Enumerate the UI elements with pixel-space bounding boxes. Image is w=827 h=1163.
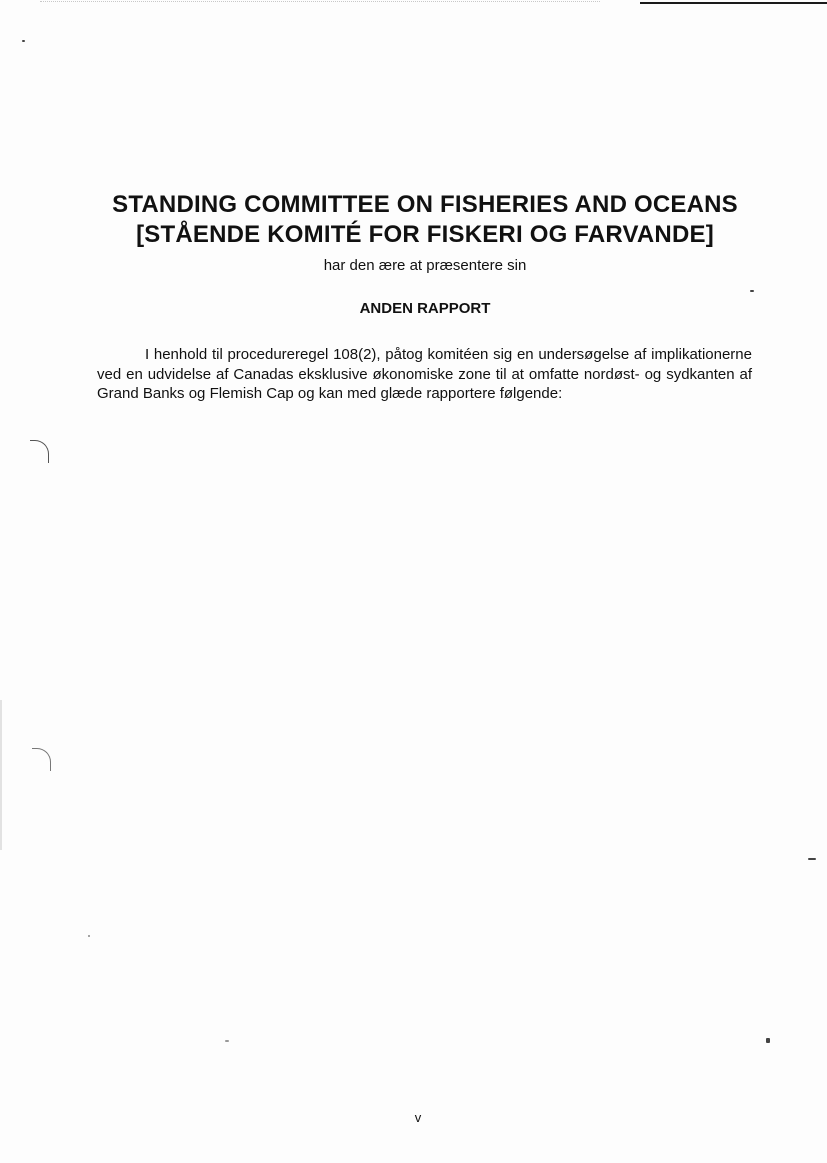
scan-speck: [750, 290, 754, 292]
document-title: [80, 190, 770, 250]
document-subtitle: har den ære at præsentere sin: [323, 257, 527, 274]
title-line-english: STANDING COMMITTEE ON FISHERIES AND OCEANS: [112, 191, 738, 218]
body-paragraph: I henhold til procedureregel 108(2), påtog komitéen sig en undersøgelse af implikationerne ved en udvidelse af Canadas eksklusive økonomiske zone til at omfatte nordøst- og sydkanten af Grand Banks og Flemish Cap og kan med glæde rapportere følgende:: [97, 346, 752, 402]
scan-speck: [88, 935, 90, 937]
title-line-danish: [STÅENDE KOMITÉ FOR FISKERI OG FARVANDE]: [136, 221, 714, 248]
scan-artifact-top-dots: [40, 1, 600, 3]
punch-hole-mark-lower: [32, 748, 51, 771]
scan-speck: [766, 1038, 770, 1043]
scan-speck: [22, 40, 25, 42]
punch-hole-mark-upper: [30, 440, 49, 463]
scan-speck: [225, 1040, 229, 1042]
scan-speck: [808, 858, 816, 860]
page-number: v: [414, 1110, 422, 1125]
report-heading: ANDEN RAPPORT: [359, 300, 491, 317]
scan-artifact-left-edge: [0, 700, 2, 850]
scan-artifact-top-line: [640, 2, 827, 4]
